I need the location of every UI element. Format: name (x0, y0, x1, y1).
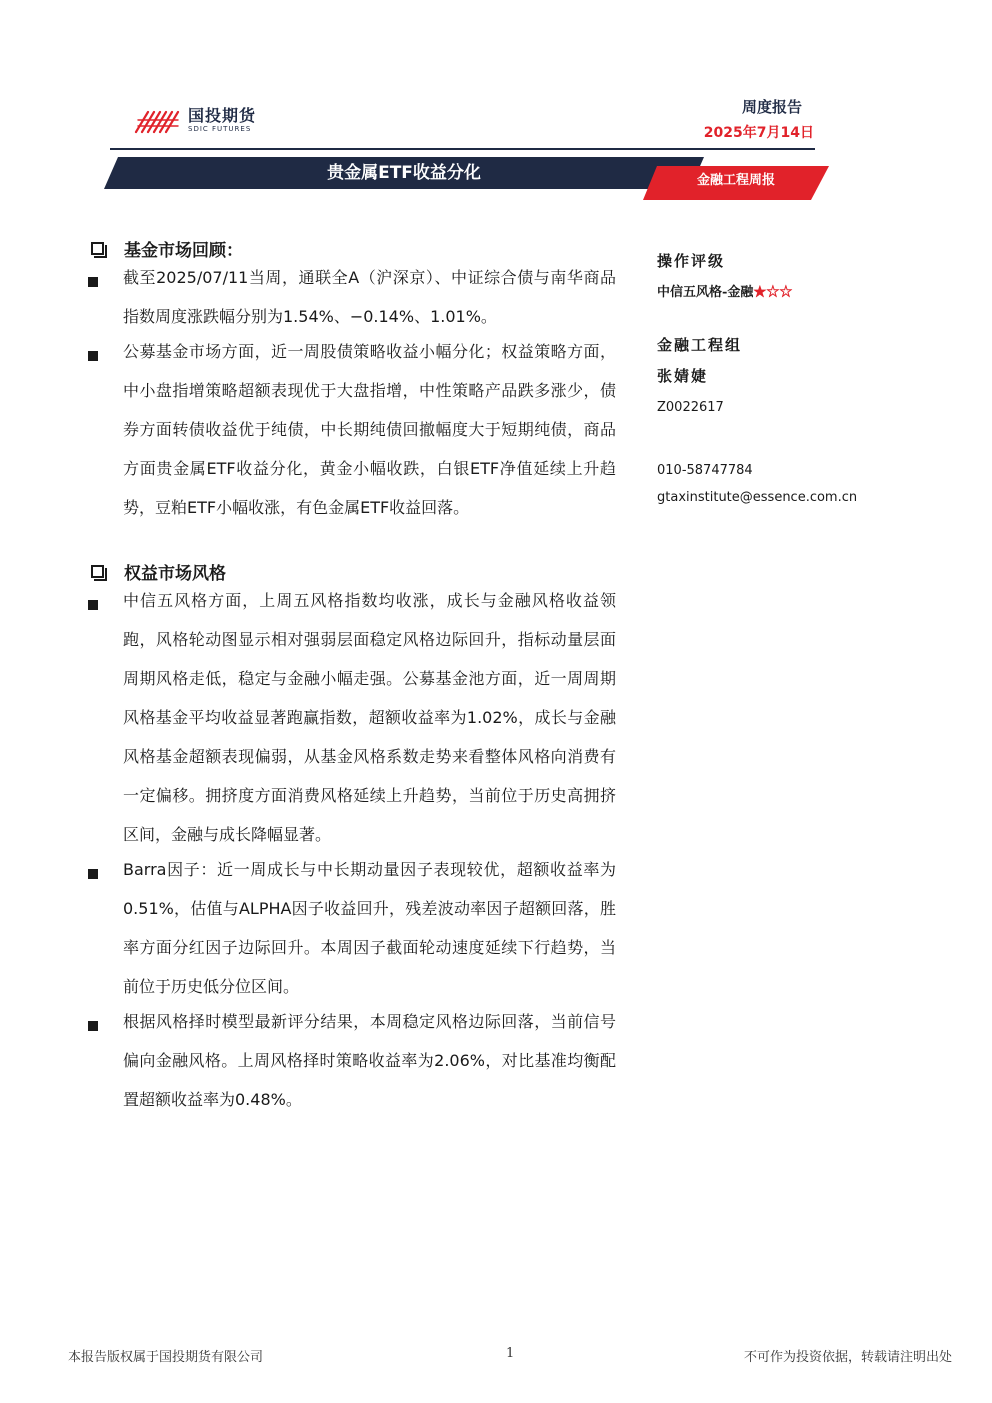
category-tag-label: 金融工程周报 (696, 173, 775, 188)
bullet-text: 中信五风格方面，上周五风格指数均收涨，成长与金融风格收益领跑，风格轮动图显示相对强弱层面稳定风格边际回升，指标动量层面周期风格走低，稳定与金融小幅走强。公募基金池方面，近一周周期风格基金平均收益显著跑赢指数，超额收益率为1.02%，成长与金融风格基金超额表现偏弱，从基金风格系数走势来看整体风格向消费有一定偏移。拥挤度方面消费风格延续上升趋势，当前位于历史高拥挤区间，金融与成长降幅显著。 (123, 591, 616, 844)
company-logo (134, 104, 274, 136)
footer-disclaimer: 不可作为投资依据，转载请注明出处 (743, 1350, 952, 1365)
checkbox-icon (91, 565, 104, 578)
logo-name-en: SDIC FUTURES (188, 124, 252, 133)
header-divider (110, 148, 815, 150)
section-title: 权益市场风格 (124, 563, 226, 584)
list-item (88, 342, 616, 527)
footer-copyright: 本报告版权属于国投期货有限公司 (68, 1350, 264, 1365)
bullet-square-icon (88, 600, 98, 610)
list-item (88, 591, 616, 854)
logo-name-cn: 国投期货 (188, 105, 257, 125)
bullet-text: Barra因子：近一周成长与中长期动量因子表现较优，超额收益率为0.51%，估值与ALPHA因子收益回升，残差波动率因子超额回落，胜率方面分红因子边际回升。本周因子截面轮动速度延续下行趋势，当前位于历史低分位区间。 (123, 860, 616, 996)
checkbox-icon (91, 242, 104, 255)
rating-label: 中信五风格-金融 (657, 285, 754, 300)
list-item (88, 1012, 616, 1119)
analyst-code: Z0022617 (657, 400, 724, 415)
bullet-text: 截至2025/07/11当周，通联全A（沪深京）、中证综合债与南华商品指数周度涨跌幅分别为1.54%、−0.14%、1.01%。 (123, 268, 616, 326)
rating-line (657, 281, 897, 300)
logo-mark-icon (134, 106, 182, 134)
bullet-text: 根据风格择时模型最新评分结果，本周稳定风格边际回落，当前信号偏向金融风格。上周风格择时策略收益率为2.06%，对比基准均衡配置超额收益率为0.48%。 (123, 1012, 616, 1109)
bullet-square-icon (88, 869, 98, 879)
section-fund-market (88, 230, 616, 527)
section-title: 基金市场回顾： (124, 240, 243, 261)
section-equity-style (88, 553, 616, 1119)
report-date: 2025年7月14日 (703, 125, 814, 141)
list-item (88, 860, 616, 1006)
contact-email[interactable]: gtaxinstitute@essence.com.cn (657, 490, 858, 505)
page-number: 1 (506, 1346, 515, 1361)
contact-phone: 010-58747784 (657, 463, 753, 478)
bullet-square-icon (88, 351, 98, 361)
bullet-square-icon (88, 277, 98, 287)
main-content (88, 230, 616, 1145)
rating-heading: 操作评级 (657, 252, 726, 270)
list-item (88, 268, 616, 336)
rating-stars: ★☆☆ (753, 285, 793, 300)
sidebar (657, 250, 897, 505)
report-type: 周度报告 (741, 98, 802, 116)
report-title: 贵金属ETF收益分化 (327, 163, 481, 183)
category-tag (643, 166, 829, 200)
team-name: 金融工程组 (657, 336, 743, 354)
title-banner (104, 157, 704, 189)
bullet-square-icon (88, 1021, 98, 1031)
analyst-name: 张婧婕 (657, 367, 709, 385)
bullet-text: 公募基金市场方面，近一周股债策略收益小幅分化；权益策略方面，中小盘指增策略超额表现优于大盘指增，中性策略产品跌多涨少，债券方面转债收益优于纯债，中长期纯债回撤幅度大于短期纯债，商品方面贵金属ETF收益分化，黄金小幅收跌，白银ETF净值延续上升趋势，豆粕ETF小幅收涨，有色金属ETF收益回落。 (123, 342, 616, 517)
